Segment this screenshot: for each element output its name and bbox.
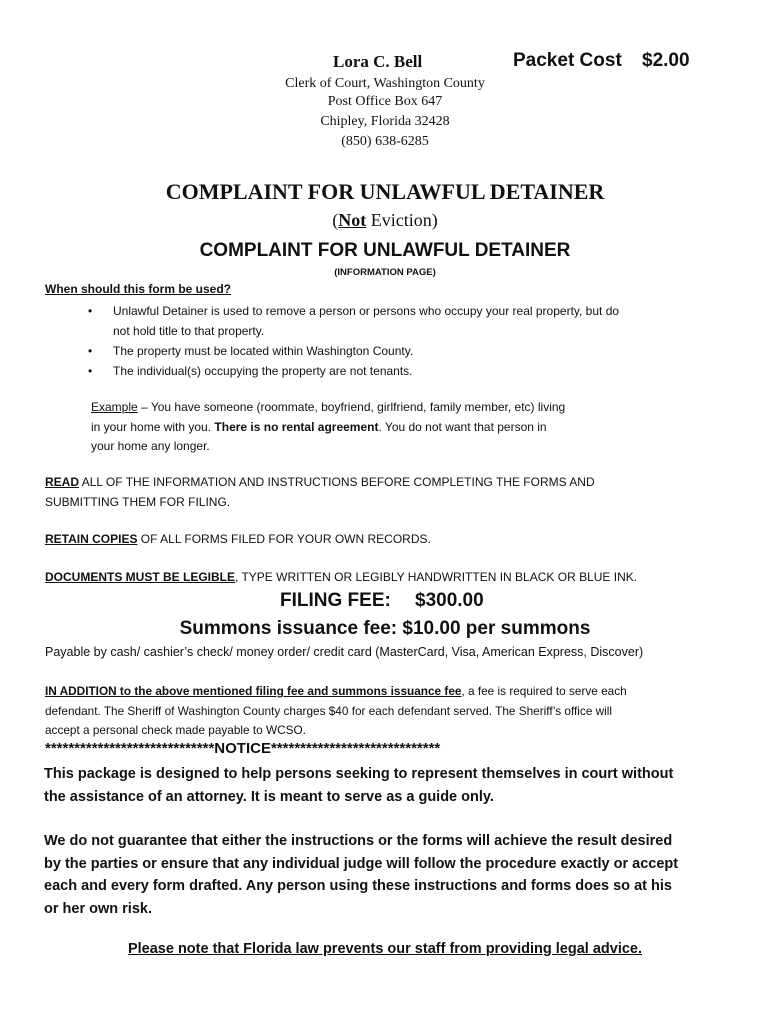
not-word: Not — [338, 210, 367, 230]
addition-line-3: accept a personal check made payable to WCSO. — [45, 723, 306, 737]
read-line-1: ALL OF THE INFORMATION AND INSTRUCTIONS BEFORE COMPLETING THE FORMS AND — [79, 475, 595, 489]
notice-line: or her own risk. — [44, 900, 152, 917]
example-label: Example — [91, 400, 138, 414]
example-line-3: your home any longer. — [91, 439, 210, 453]
city-address: Chipley, Florida 32428 — [320, 114, 450, 129]
notice-paragraph-2 — [44, 830, 734, 920]
clerk-name: Lora C. Bell — [333, 52, 423, 71]
retain-text: OF ALL FORMS FILED FOR YOUR OWN RECORDS. — [137, 532, 431, 546]
retain-copies — [45, 530, 735, 550]
bullet-text: Unlawful Detainer is used to remove a person or persons who occupy your real property, but do — [113, 304, 620, 318]
addition-line-1: , a fee is required to serve each — [461, 684, 627, 698]
payable-methods: Payable by cash/ cashier’s check/ money order/ credit card (MasterCard, Visa, American Express, Discover) — [45, 645, 644, 659]
documents-legible — [45, 568, 745, 588]
packet-cost-label: Packet Cost — [513, 50, 622, 71]
when-used-heading: When should this form be used? — [45, 282, 231, 296]
legible-text: , TYPE WRITTEN OR LEGIBLY HANDWRITTEN IN BLACK OR BLUE INK. — [235, 570, 638, 584]
clerk-office: Clerk of Court, Washington County — [285, 76, 485, 91]
list-item-continuation — [86, 321, 716, 341]
eviction-word: Eviction) — [366, 210, 438, 230]
bullet-icon: • — [88, 364, 93, 378]
filing-fee-label: FILING FEE: — [280, 590, 391, 611]
page-title: COMPLAINT FOR UNLAWFUL DETAINER — [165, 179, 605, 204]
notice-stars-right: ***************************** — [270, 740, 441, 757]
example-paragraph — [91, 398, 711, 457]
not-eviction-note — [0, 210, 770, 231]
packet-cost-value: $2.00 — [642, 50, 690, 71]
bullet-icon: • — [88, 304, 93, 318]
po-box: Post Office Box 647 — [327, 94, 443, 109]
subtitle: COMPLAINT FOR UNLAWFUL DETAINER — [199, 240, 571, 261]
filing-fee-value: $300.00 — [415, 590, 484, 611]
summons-fee: Summons issuance fee: $10.00 per summons — [179, 618, 591, 639]
example-line-1: – You have someone (roommate, boyfriend, girlfriend, family member, etc) living — [137, 400, 566, 414]
read-label: READ — [45, 475, 80, 489]
additional-fee-paragraph — [45, 682, 745, 741]
list-item — [86, 361, 716, 381]
notice-banner — [45, 740, 440, 757]
legible-label: DOCUMENTS MUST BE LEGIBLE — [45, 570, 236, 584]
example-line-2b: . You do not want that person in — [378, 419, 547, 434]
paren-open: ( — [332, 210, 339, 230]
in-addition-label: IN ADDITION to the above mentioned filing fee and summons issuance fee — [45, 684, 462, 698]
notice-line: each and every form drafted. Any person using these instructions and forms does so at his — [44, 878, 672, 894]
list-item — [86, 341, 716, 361]
read-instructions — [45, 473, 735, 512]
notice-line: the assistance of an attorney. It is meant to serve as a guide only. — [44, 788, 494, 805]
notice-line: We do not guarantee that either the instructions or the forms will achieve the result desired — [44, 833, 673, 849]
legal-advice-note: Please note that Florida law prevents our staff from providing legal advice. — [127, 941, 643, 957]
notice-line: This package is designed to help persons seeking to represent themselves in court without — [44, 766, 674, 782]
bullet-icon: • — [88, 344, 93, 358]
read-line-2: SUBMITTING THEM FOR FILING. — [45, 494, 231, 509]
addition-line-2: defendant. The Sheriff of Washington County charges $40 for each defendant served. The Sheriff’s office will — [45, 703, 613, 718]
notice-stars-left: ***************************** — [45, 740, 215, 757]
bullet-text: not hold title to that property. — [113, 324, 265, 338]
list-item — [86, 301, 716, 321]
phone-number: (850) 638-6285 — [341, 134, 429, 149]
retain-label: RETAIN COPIES — [45, 532, 138, 546]
bullet-text: The individual(s) occupying the property are not tenants. — [113, 364, 413, 378]
notice-paragraph-1 — [44, 763, 734, 808]
notice-line: by the parties or ensure that any individual judge will follow the procedure exactly or accept — [44, 855, 679, 872]
information-page-label: (INFORMATION PAGE) — [334, 267, 436, 278]
bullet-text: The property must be located within Washington County. — [113, 344, 414, 358]
no-rental-agreement: There is no rental agreement — [214, 419, 379, 434]
when-used-list — [86, 301, 716, 381]
example-line-2a: in your home with you. — [91, 419, 215, 434]
notice-word: NOTICE — [214, 740, 271, 757]
